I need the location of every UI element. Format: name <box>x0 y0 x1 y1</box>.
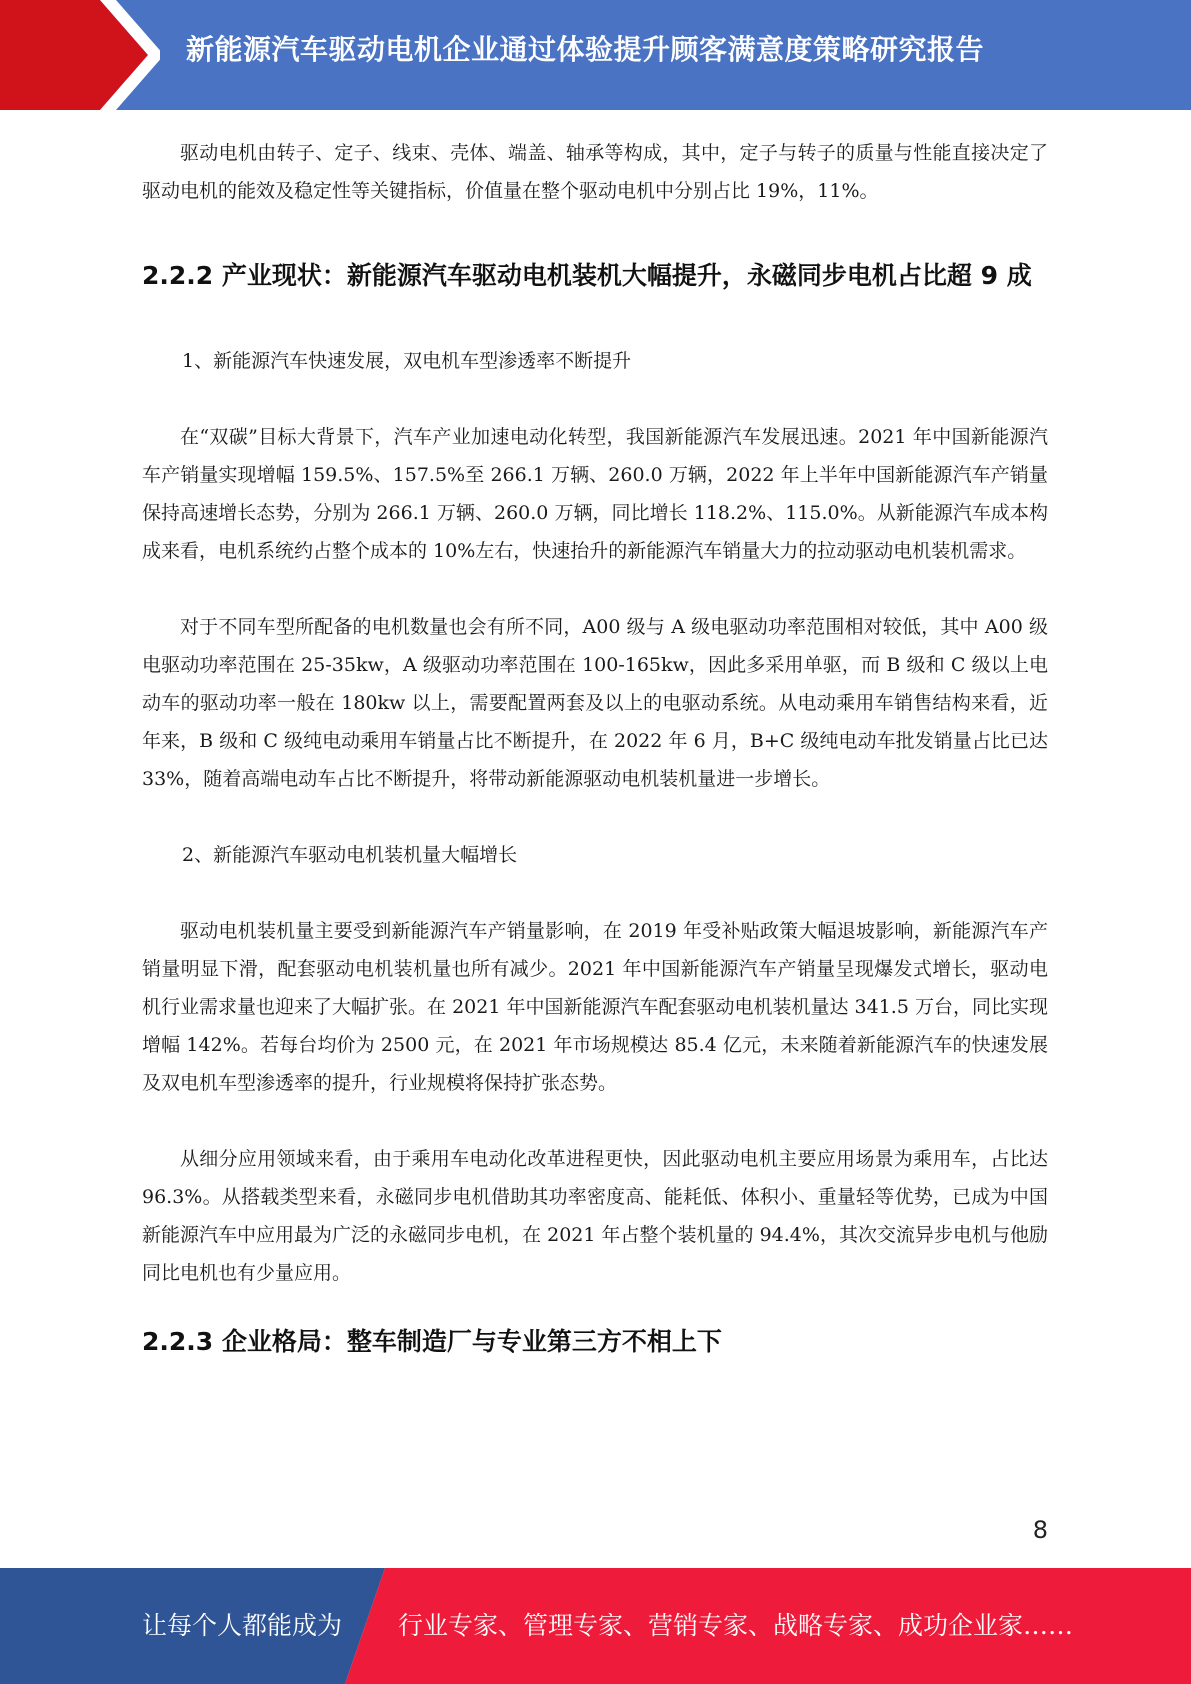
footer-slogan-left: 让每个人都能成为 <box>142 1611 343 1640</box>
page-number: 8 <box>1032 1516 1048 1544</box>
page-footer <box>0 1568 1191 1684</box>
page-header <box>0 0 1191 110</box>
section-heading-2-2-2: 2.2.2 产业现状：新能源汽车驱动电机装机大幅提升，永磁同步电机占比超 9 成 <box>142 261 1032 290</box>
document-title: 新能源汽车驱动电机企业通过体验提升顾客满意度策略研究报告 <box>186 33 985 66</box>
header-arrow-decoration <box>0 0 160 110</box>
subsection-item-1: 1、新能源汽车快速发展，双电机车型渗透率不断提升 <box>182 350 632 372</box>
subsection-item-2: 2、新能源汽车驱动电机装机量大幅增长 <box>182 844 518 866</box>
paragraph-3: 驱动电机装机量主要受到新能源汽车产销量影响，在 2019 年受补贴政策大幅退坡影响，新能源汽车产销量明显下滑，配套驱动电机装机量也所有减少。2021 年中国新能源汽车产销量呈现爆发式增长，驱动电机行业需求量也迎来了大幅扩张。在 2021 年中国新能源汽车配套驱动电机装机量达 341.5 万台，同比实现增幅 142%。若每台均价为 2500 元，在 2021 年市场规模达 85.4 亿元，未来随着新能源汽车的快速发展及双电机车型渗透率的提升，行业规模将保持扩张态势。 <box>142 920 1048 1094</box>
paragraph-intro: 驱动电机由转子、定子、线束、壳体、端盖、轴承等构成，其中，定子与转子的质量与性能直接决定了驱动电机的能效及稳定性等关键指标，价值量在整个驱动电机中分别占比 19%，11%。 <box>142 142 1048 202</box>
footer-slogan-right: 行业专家、管理专家、营销专家、战略专家、成功企业家…… <box>398 1611 1074 1640</box>
paragraph-4: 从细分应用领域来看，由于乘用车电动化改革进程更快，因此驱动电机主要应用场景为乘用车，占比达 96.3%。从搭载类型来看，永磁同步电机借助其功率密度高、能耗低、体积小、重量轻等优势，已成为中国新能源汽车中应用最为广泛的永磁同步电机，在 2021 年占整个装机量的 94.4%，其次交流异步电机与他励同比电机也有少量应用。 <box>142 1148 1048 1284</box>
main-content <box>142 134 1048 1362</box>
section-heading-2-2-3: 2.2.3 企业格局：整车制造厂与专业第三方不相上下 <box>142 1327 722 1356</box>
paragraph-2: 对于不同车型所配备的电机数量也会有所不同，A00 级与 A 级电驱动功率范围相对较低，其中 A00 级电驱动功率范围在 25-35kw，A 级驱动功率范围在 100-165kw，因此多采用单驱，而 B 级和 C 级以上电动车的驱动功率一般在 180kw 以上，需要配置两套及以上的电驱动系统。从电动乘用车销售结构来看，近年来，B 级和 C 级纯电动乘用车销量占比不断提升，在 2022 年 6 月，B+C 级纯电动车批发销量占比已达 33%，随着高端电动车占比不断提升，将带动新能源驱动电机装机量进一步增长。 <box>142 616 1048 790</box>
paragraph-1: 在“双碳”目标大背景下，汽车产业加速电动化转型，我国新能源汽车发展迅速。2021 年中国新能源汽车产销量实现增幅 159.5%、157.5%至 266.1 万辆、260.0 万辆，2022 年上半年中国新能源汽车产销量保持高速增长态势，分别为 266.1 万辆、260.0 万辆，同比增长 118.2%、115.0%。从新能源汽车成本构成来看，电机系统约占整个成本的 10%左右，快速抬升的新能源汽车销量大力的拉动驱动电机装机需求。 <box>142 426 1048 562</box>
